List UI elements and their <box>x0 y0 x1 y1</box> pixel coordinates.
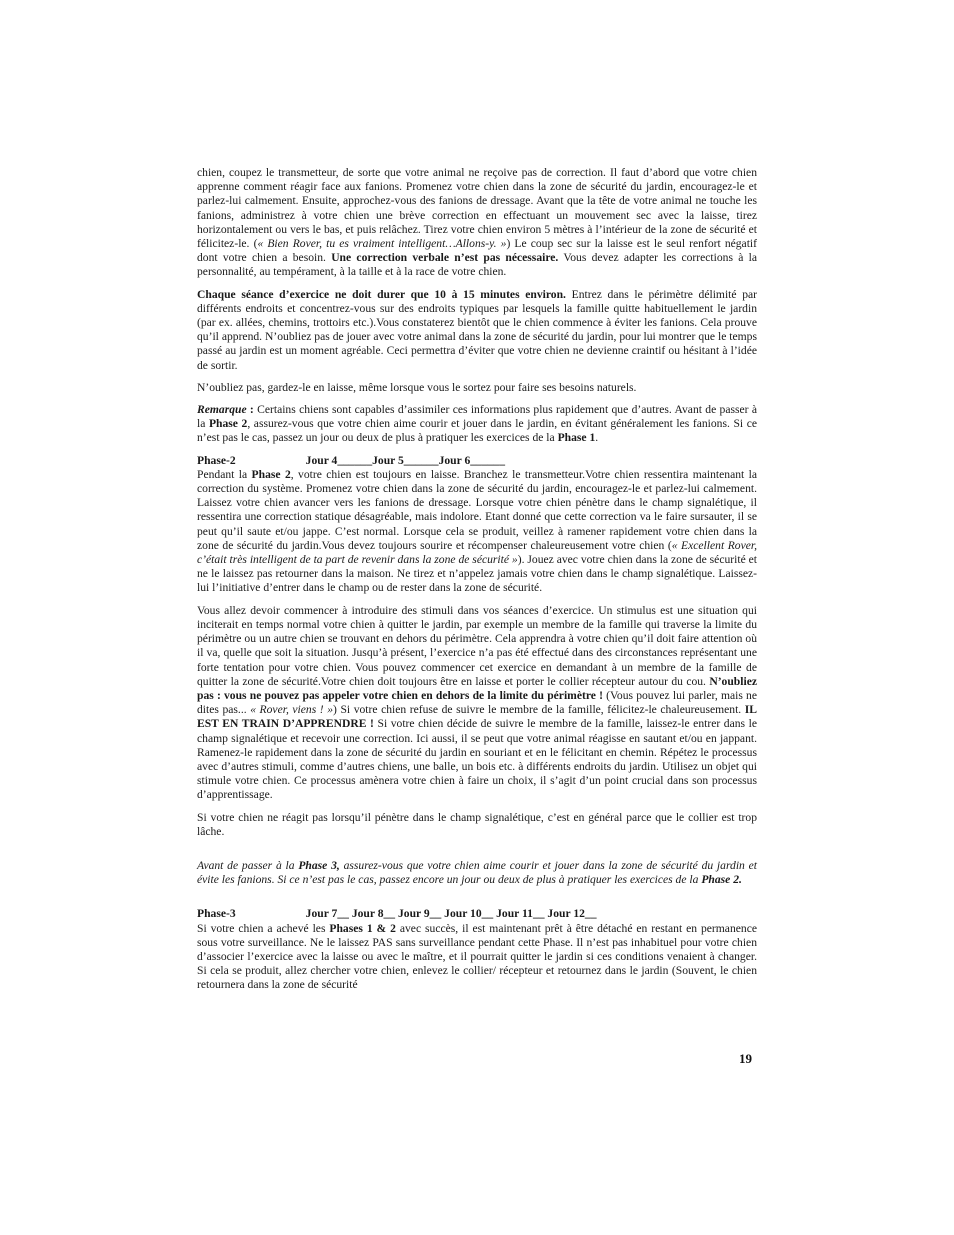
text-run: Vous devez adapter les corrections à la personnalité, au tempérament, à la taille et à la race de votre chien. <box>197 251 757 279</box>
text-run: ) Le coup sec sur la laisse est le seul renfort négatif dont votre chien a besoin. <box>197 237 758 265</box>
paragraph-leash-reminder: N’oubliez pas, gardez-le en laisse, même lorsque vous le sortez pour faire ses besoins naturels. <box>197 380 637 394</box>
emphasis-bold: Phase 2 <box>251 467 291 481</box>
emphasis-bold: Phase 2 <box>208 417 248 431</box>
paragraph-remark <box>197 403 757 446</box>
quote-italic: « Rover, viens ! » <box>250 703 334 717</box>
emphasis-bold: Phase 1 <box>557 431 596 445</box>
phase-label: Phase-2 <box>197 453 236 467</box>
emphasis-bold: Chaque séance d’exercice ne doit durer que 10 à 15 minutes environ. <box>197 287 566 301</box>
emphasis-bold: Phases 1 & 2 <box>329 921 396 935</box>
phase-3-body <box>197 922 757 993</box>
emphasis-bold: Phase 2. <box>701 873 742 887</box>
text-run: Pendant la <box>197 467 252 481</box>
page-number: 19 <box>739 1051 752 1066</box>
text-run: : <box>246 403 258 417</box>
phase-2-heading <box>197 454 757 468</box>
text-run: Si votre chien décide de suivre le membre de la famille, laissez-le entrer dans le champ signalétique et recevoir une correction. Ici aussi, il se peut que votre animal réagisse en sautant et/ou en jappant. Ramenez-le rapidement dans la zone de sécurité du jardin en souriant et en le félicitant en chemin. Répétez le processus avec d’autres stimuli, comme d’autres chiens, une balle, un bois etc. à différents endroits du jardin. Utilisez un objet qui stimule votre chien. Ce processus amènera votre chien à faire un choix, il s’agit d’un point crucial dans son processus d’apprentissage. <box>197 717 757 802</box>
text-run: Certains chiens sont capables d’assimiler ces informations plus rapidement que d’autres. Avant de passer à la <box>197 403 757 431</box>
text-run: (Vous pouvez lui parler, mais ne dites pas... <box>197 688 757 717</box>
paragraph-stimuli <box>197 604 757 803</box>
emphasis-bold: Phase 3, <box>298 858 340 872</box>
paragraph-correction <box>197 166 757 280</box>
text-run: Entrez dans le périmètre délimité par différents endroits et concentrez-vous sur des endroits typiques par lesquels la famille quitte habituellement le jardin (par ex. allées, chemins, trottoirs etc.).Vous constaterez bientôt que le chien commence à éviter les fanions. Cela prouve qu’il apprend. N’oubliez pas de jouer avec votre animal dans la zone de sécurité du jardin, pour lui montrer que le temps passé au jardin est un moment agréable. Ceci permettra d’éviter que votre chien ne devienne craintif ou hésitant à l’idée de sortir. <box>197 287 757 372</box>
text-run: Vous allez devoir commencer à introduire des stimuli dans vos séances d’exercice. Un stimulus est une situation qui inciterait en temps normal votre chien à quitter le jardin, par exemple un membre de la famille qui traverse la limite du périmètre ou un autre chien se trouvant en dehors du périmètre. Cela apprendra à votre chien qu’il doit faire attention où il va, quelle que soit la situation. Jusqu’à présent, l’exercice n’a pas été effectué dans des circonstances représentant une forte tentation pour votre chien. Vous pouvez commencer cet exercice en demandant à un membre de la famille de quitter la zone de sécurité.Votre chien doit toujours être en laisse et porter le collier récepteur autour du cou. <box>197 603 757 688</box>
text-run: Si votre chien a achevé les <box>197 921 330 935</box>
quote-italic: « Excellent Rover, c’était très intelligent de ta part de revenir dans la zone de sécurité » <box>197 538 757 567</box>
document-page <box>197 166 757 1001</box>
text-run: avec succès, il est maintenant prêt à être détaché en restant en permanence sous votre surveillance. Ne le laissez PAS sans surveillance pendant cette Phase. Il n’est pas inhabituel pour votre chien d’associer l’exercice avec la laisse ou avec le maître, et il pourrait quitter le jardin si ces conditions venaient à changer. Si cela se produit, allez chercher votre chien, enlevez le collier/ récepteur et retournez dans le jardin (Souvent, le chien retournera dans la zone de sécurité <box>197 921 757 992</box>
text-run: . <box>595 431 599 445</box>
paragraph-session-duration <box>197 288 757 373</box>
emphasis-bold: IL EST EN TRAIN D’APPRENDRE ! <box>197 703 758 731</box>
text-run: Avant de passer à la <box>197 858 299 872</box>
quote-italic: « Bien Rover, tu es vraiment intelligent…Allons-y. » <box>257 237 507 251</box>
phase-2-body <box>197 468 757 596</box>
text-run: ) Si votre chien refuse de suivre le membre de la famille, félicitez-le chaleureusement. <box>333 703 745 717</box>
text-run: assurez-vous que votre chien aime courir et jouer dans la zone de sécurité du jardin et évite les fanions. Si ce n’est pas le cas, passez encore un jour ou deux de plus à pratiquer les exercices de la <box>197 858 757 887</box>
phase-days: Jour 4______Jour 5______Jour 6______ <box>305 453 506 467</box>
phase-3-heading <box>197 907 757 921</box>
text-run: , assurez-vous que votre chien aime courir et jouer dans le jardin, en évitant généralement les fanions. Si ce n’est pas le cas, passez un jour ou deux de plus à pratiquer les exercices de la <box>197 417 758 445</box>
text-run: , votre chien est toujours en laisse. Branchez le transmetteur.Votre chien ressentira maintenant la correction du système. Promenez votre chien dans la zone de sécurité du jardin, encouragez-le et parlez-lui calmement. Laissez votre chien avancer vers les fanions de dressage. Lorsque votre chien pénètre dans le champ signalétique, il ressentira une correction statique désagréable, mais indolore. Etant donné que cette correction va le faire sursauter, il se peut qu’il saute et/ou jappe. C’est normal. Lorsque cela se produit, veillez à ramener rapidement votre chien dans la zone de sécurité du jardin.Vous devez toujours sourire et récompenser chaleureusement votre chien ( <box>197 467 758 552</box>
phase-label: Phase-3 <box>197 907 236 921</box>
phase-3-note <box>197 859 757 887</box>
emphasis-bold: Une correction verbale n’est pas nécessaire. <box>331 251 559 265</box>
text-run: chien, coupez le transmetteur, de sorte que votre animal ne reçoive pas de correction. Il faut d’abord que votre chien apprenne comment réagir face aux fanions. Promenez votre chien dans la zone de sécurité du jardin, encouragez-le et parlez-lui calmement. Ensuite, approchez-vous des fanions de dressage. Avant que la tête de votre animal ne touche les fanions, administrez à votre chien une brève correction en effectuant un mouvement sec avec la laisse, tirez horizontalement ou vers le bas, et puis relâchez. Tirez votre chien environ 5 mètres à l’intérieur de la zone de sécurité et félicitez-le. ( <box>197 166 757 251</box>
text-run: ). Jouez avec votre chien dans la zone de sécurité et ne le laissez pas retourner dans la maison. Ne tirez et n’appelez jamais votre chien dans le champ signalétique. Laissez-lui l’initiative d’entrer dans le champ ou de rester dans la zone de sécurité. <box>197 553 757 595</box>
phase-2-section <box>197 454 757 596</box>
emphasis-bold: N’oubliez pas : vous ne pouvez pas appeler votre chien en dehors de la limite du périmètre ! <box>197 674 757 702</box>
remark-label: Remarque <box>197 403 247 417</box>
paragraph-collar-loose: Si votre chien ne réagit pas lorsqu’il pénètre dans le champ signalétique, c’est en général parce que le collier est trop lâche. <box>197 810 757 838</box>
phase-3-section <box>197 907 757 992</box>
phase-days: Jour 7__ Jour 8__ Jour 9__ Jour 10__ Jour 11__ Jour 12__ <box>305 907 597 921</box>
